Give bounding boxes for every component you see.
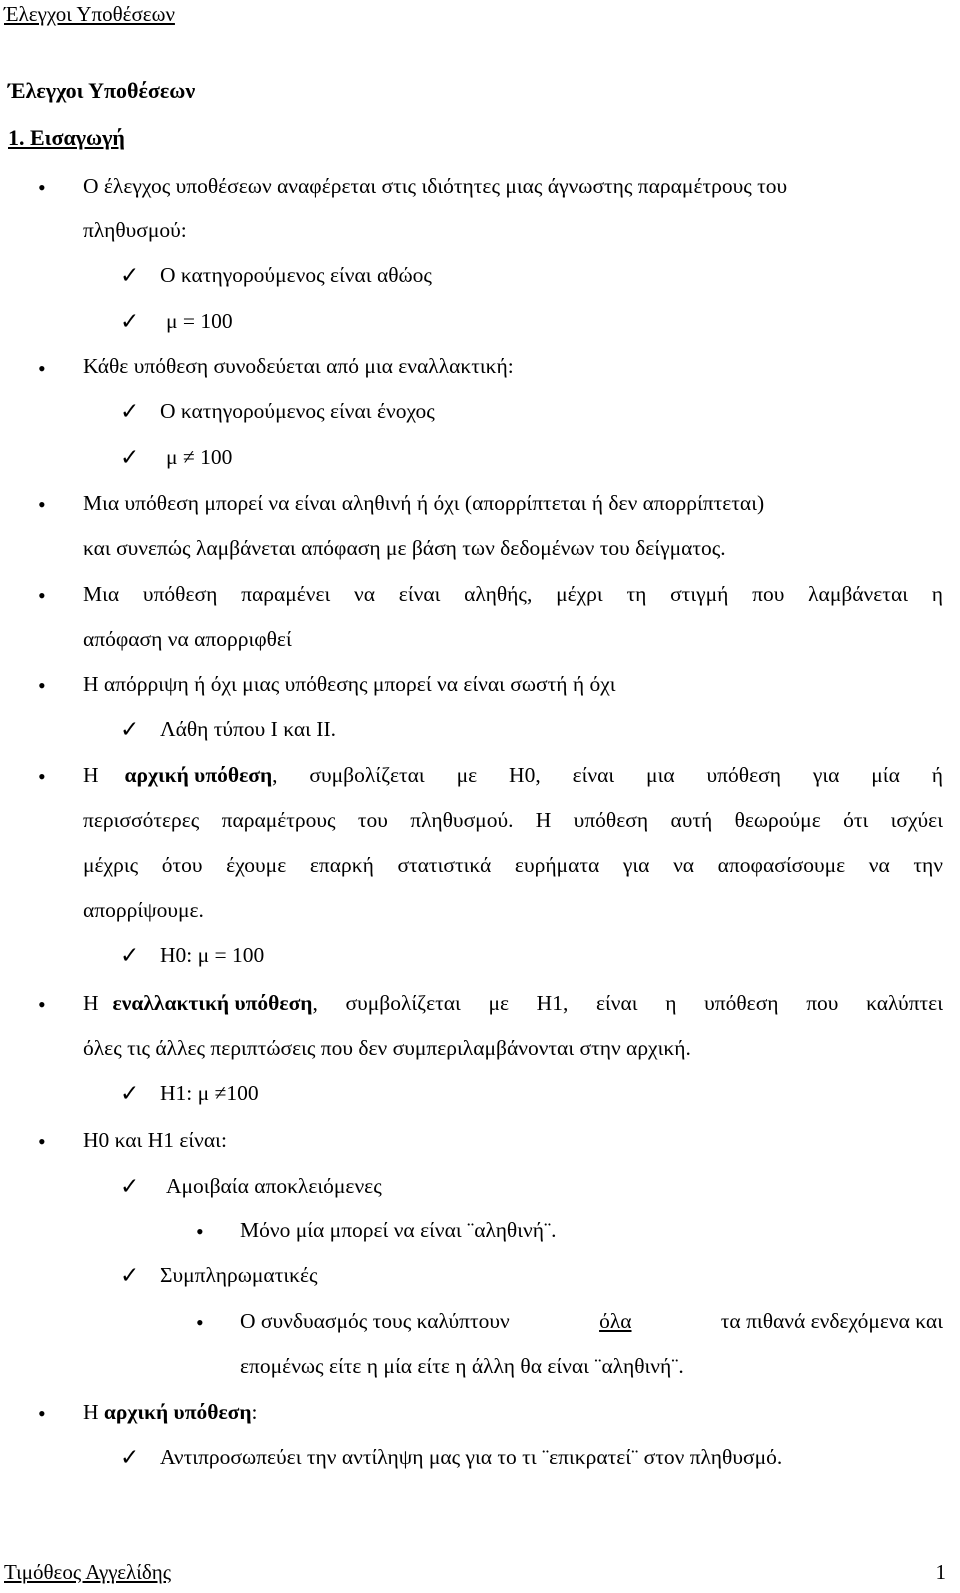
check-item: μ ≠ 100 [166,445,233,469]
section-heading: 1. Εισαγωγή [8,125,125,150]
underlined-word: όλα [599,1309,632,1333]
bullet-icon: • [38,583,46,608]
paragraph-line: Η0 και Η1 είναι: [83,1128,227,1152]
paragraph-line: Μια υπόθεση μπορεί να είναι αληθινή ή όχι (απορρίπτεται ή δεν απορρίπτεται) [83,491,765,515]
page-number: 1 [935,1560,946,1584]
paragraph-line [83,991,943,1016]
paragraph-line: πληθυσμού: [83,218,187,242]
bullet-icon: • [38,356,46,381]
check-item: Ο κατηγορούμενος είναι αθώος [160,263,432,287]
paragraph-line: απορρίψουμε. [83,898,204,922]
paragraph-line: απόφαση να απορριφθεί [83,627,292,651]
check-item: Αμοιβαία αποκλειόμενες [166,1174,382,1198]
checkmark-icon: ✓ [120,1263,140,1289]
check-item: Λάθη τύπου Ι και ΙΙ. [160,717,336,741]
paragraph-line: και συνεπώς λαμβάνεται απόφαση με βάση των δεδομένων του δείγματος. [83,536,726,560]
bullet-icon: • [38,1401,46,1426]
checkmark-icon: ✓ [120,263,140,289]
checkmark-icon: ✓ [120,309,140,335]
paragraph-text: : [251,1400,258,1424]
paragraph-prefix: Η [83,1400,104,1424]
checkmark-icon: ✓ [120,445,140,471]
bullet-icon: • [38,764,46,789]
bullet-icon: • [38,992,46,1017]
sub-item-text: Ο συνδυασμός τους καλύπτουν [240,1309,510,1333]
sub-item: Μόνο μία μπορεί να είναι ¨αληθινή¨. [240,1218,557,1242]
paragraph-line: Μια υπόθεση παραμένει να είναι αληθής, μέχρι τη στιγμή που λαμβάνεται η [83,582,943,606]
bold-term: εναλλακτική υπόθεση [112,991,313,1015]
checkmark-icon: ✓ [120,717,140,743]
bold-term: αρχική υπόθεση [103,1400,252,1424]
document-title: Έλεγχοι Υποθέσεων [8,78,196,103]
checkmark-icon: ✓ [120,1445,140,1471]
paragraph-text: , συμβολίζεται με Η1, είναι η υπόθεση που καλύπτει [312,991,943,1015]
bold-term: αρχική υπόθεση [124,763,273,787]
check-item: Συμπληρωματικές [160,1263,318,1287]
sub-item [240,1309,943,1334]
paragraph-text: , συμβολίζεται με Η0, είναι μια υπόθεση για μία ή [272,763,943,787]
paragraph-line: Η απόρριψη ή όχι μιας υπόθεσης μπορεί να είναι σωστή ή όχι [83,672,616,696]
sub-item: επομένως είτε η μία είτε η άλλη θα είναι ¨αληθινή¨. [240,1354,684,1378]
paragraph-line: περισσότερες παραμέτρους του πληθυσμού. Η υπόθεση αυτή θεωρούμε ότι ισχύει [83,808,943,832]
check-item: Η0: μ = 100 [160,943,265,967]
paragraph-line [83,1400,258,1425]
checkmark-icon: ✓ [120,943,140,969]
sub-item-text: τα πιθανά ενδεχόμενα και [720,1309,943,1333]
bullet-icon: • [196,1219,204,1244]
checkmark-icon: ✓ [120,1174,140,1200]
check-item: Η1: μ ≠100 [160,1081,259,1105]
paragraph-rest [125,763,943,788]
paragraph-line [83,763,943,788]
footer-author: Τιμόθεος Αγγελίδης [4,1560,172,1584]
checkmark-icon: ✓ [120,1081,140,1107]
paragraph-prefix: Η [83,763,99,787]
bullet-icon: • [38,175,46,200]
bullet-icon: • [196,1310,204,1335]
bullet-icon: • [38,492,46,517]
paragraph-line: Ο έλεγχος υποθέσεων αναφέρεται στις ιδιότητες μιας άγνωστης παραμέτρους του [83,174,788,198]
paragraph-line: μέχρις ότου έχουμε επαρκή στατιστικά ευρήματα για να αποφασίσουμε να την [83,853,943,877]
paragraph-line: όλες τις άλλες περιπτώσεις που δεν συμπεριλαμβάνονται στην αρχική. [83,1036,691,1060]
check-item: Αντιπροσωπεύει την αντίληψη μας για το τι ¨επικρατεί¨ στον πληθυσμό. [160,1445,783,1469]
paragraph-prefix: Η [83,991,99,1015]
check-item: μ = 100 [166,309,233,333]
paragraph-line: Κάθε υπόθεση συνοδεύεται από μια εναλλακτική: [83,354,514,378]
check-item: Ο κατηγορούμενος είναι ένοχος [160,399,435,423]
bullet-icon: • [38,1129,46,1154]
bullet-icon: • [38,673,46,698]
checkmark-icon: ✓ [120,399,140,425]
running-header: Έλεγχοι Υποθέσεων [4,2,175,26]
